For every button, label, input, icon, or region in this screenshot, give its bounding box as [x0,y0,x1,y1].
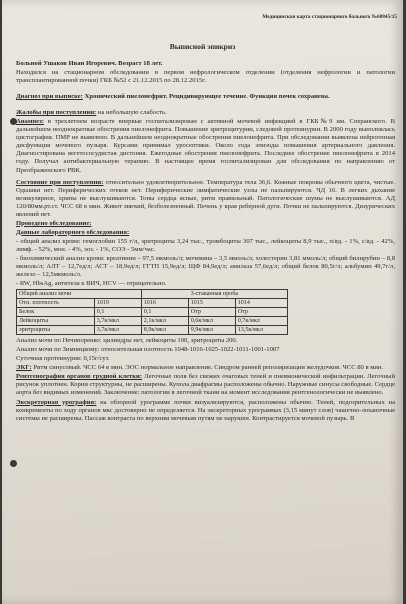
complaints: Жалобы при поступлении: на небольшую слабость. [16,109,167,117]
table-row [17,308,288,317]
table-cell: Лейкоциты [17,317,95,326]
table-cell: 0,6к/мкл [188,317,235,326]
chest-xray: Рентгенография органов грудной клетки: Легочные поля без свежих очаговых теней и пневмонической инфильтрации. Легочный рисунок уплотнен. Корни структурны, не расширены. Купола диафрагмы расположены обычно. Наружные синусы свободные. Сердце аорта без видимых изменений. Заключение: патологии в легочной ткани на момент исследования рентгенологически не выявлено. [16,373,396,397]
zimnitsky-test: Анализ мочи по Зимницкому: относительная плотность 1048-1016-1025-1022-1011-1001-1007 [16,346,280,354]
patient-name-line: Больной Ушаков Иван Игоревич. Возраст 18 лет. [16,60,163,67]
medical-record-number: Медицинская карта стационарного больного №68845/15 [262,14,397,20]
table-cell: 0,1 [141,308,188,317]
table-row [17,326,288,335]
table-caption: 3-стаканная проба [141,290,287,299]
table-cell: 3,7к/мкл [94,317,141,326]
table-cell: Отр [235,308,287,317]
document-title: Выписной эпикриз [169,42,236,51]
diagnosis: Диагноз при выписке: Хронический пиелонефрит. Рецидивирующее течение. Функция почек сохранена. [16,93,330,101]
admission-status: Состояние при поступлении: относительно удовлетворительное. Температура тела 36,6. Кожные покровы обычного цвета, чистые. Одышки нет. Периферических отеков нет. Периферические лимфатические узлы не пальпируются. ЧД 16. В легких дыхание везикулярное, хрипы не выслушиваются. Тоны сердца ясные, ритм правильный. Патологические шумы не выслушиваются. АД 120/80мм.рт.ст. ЧСС 68 в мин. Живот мягкий, безболезненный. Печень у края реберной дуги. Почки не пальпируются. Дизурических явлений нет. [16,178,396,218]
table-cell: 1015 [188,299,235,308]
table-cell: 1016 [141,299,188,308]
blood-biochemistry: - биохимический анализ крови: креатинин – 97,5 мкмоль/л; мочевина – 3,5 ммоль/л; холестерин 3,81 ммоль/л; общий билирубин – 8,8 мкмоль/л; АЛТ – 12,7ед/л; АСТ – 18,9ед/л; ГГТП 15,9ед/л; ЩФ 84,9ед/л; амилаза 57,6ед/л; общий белок 80,5г/л; альбумин 49,7г/л, железо – 12,5мкмоль/л. [16,254,395,279]
table-cell: 9,9к/мкл [188,326,235,335]
hospital-stay-line: Находился на стационарном обследовании в первом нефрологическом отделении (отделения нефрологии и патологии трансплантированной почки) ГКБ №52 с 21.12.2015 по 28.12.2015г. [16,69,395,85]
nechiporenko-test: Анализ мочи по Нечипоренко: цилиндры нет, лейкоциты 100, эритроциты 200. [16,337,238,345]
table-cell: 2,1к/мкл [141,317,188,326]
table-cell: Белок [17,308,95,317]
table-cell: Отн. плотность [17,299,95,308]
urine-analysis-table [16,289,288,335]
lab-heading: Данные лабораторного обследования: [16,228,130,236]
punch-hole [10,460,17,467]
table-caption: Общий анализ мочи [17,290,142,299]
table-caption-row [17,290,288,299]
table-row [17,299,288,308]
document-body [16,60,395,424]
blood-general: - общий анализ крови: гемоглобин 155 г/л, эритроциты 3,24 тыс., тромбоциты 307 тыс., лейкоциты 8,9 тыс., п/яд. - 1%, с/яд. - 42%, лимф. - 52%, мон. - 4%, эоз. - 1%, СОЭ - 5мм/час. [16,237,395,253]
table-cell: 8,9к/мкл [141,326,188,335]
table-cell: 1019 [94,299,141,308]
ecg: ЭКГ: Ритм синусовый. ЧСС 64 в мин. ЭОС нормальное направление. Синдром ранней реполяризации желудочков. ЧСС 80 в мин. [16,364,384,372]
table-row [17,317,288,326]
table-cell: 0,1 [94,308,141,317]
table-cell: 3,7к/мкл [94,326,141,335]
anamnesis: Анамнез: в трехлетнем возрасте впервые госпитализирован с активной мочевой инфекцией в ГКБ№9 им. Сперанского. В дальнейшем неоднократные обострения пиелонефрита. Повышение эритроцитурии, следовой протеинурии. В 2000 году выполнялась цистография. ПМР не выявлено. В дальнейшем неоднократные обострения пиелонефрита. При обследовании выявлена нейрогенная дисфункция мочевого пузыря. Курсами принимал уросептики. Около года эпизоды повышения артериального давления. Диагностирована вегетососудистая дистония. Ежегодные обострения пиелонефрита. Последнее обострение пиелонефрита в 2014 году. Получал антибактериальную терапию. В настоящее время госпитализирован для обследования по направлению от Преображенского РВК. [16,118,395,174]
discharge-summary-page [2,0,403,604]
daily-proteinuria: Суточная протеинурия: 0,15г/сут. [16,355,110,363]
table-cell: 13,5к/мкл [235,326,287,335]
table-cell: эритроциты [17,326,95,335]
table-cell: 0,7к/мкл [235,317,287,326]
table-cell: Отр [188,308,235,317]
serology: - RW, HbsAg, антитела к ВИЧ, HCV — отрицательно. [16,280,167,288]
examinations-heading: Проведено обследование: [16,219,92,227]
table-cell: 1014 [235,299,287,308]
excretory-urography: Экскреторная урография: на обзорной урограмме почки визуализируются, расположены обычно. Теней, подозрительных на конкременты по ходу органов мкс достоверно не определяется. На экскреторных урограммах (3,15 минут слов) чашечно-лоханочные системы не расширены. Пассаж контраста по верхним мочевым путям не нарушен. Контрастируется мочевой пузырь. В [16,398,395,422]
